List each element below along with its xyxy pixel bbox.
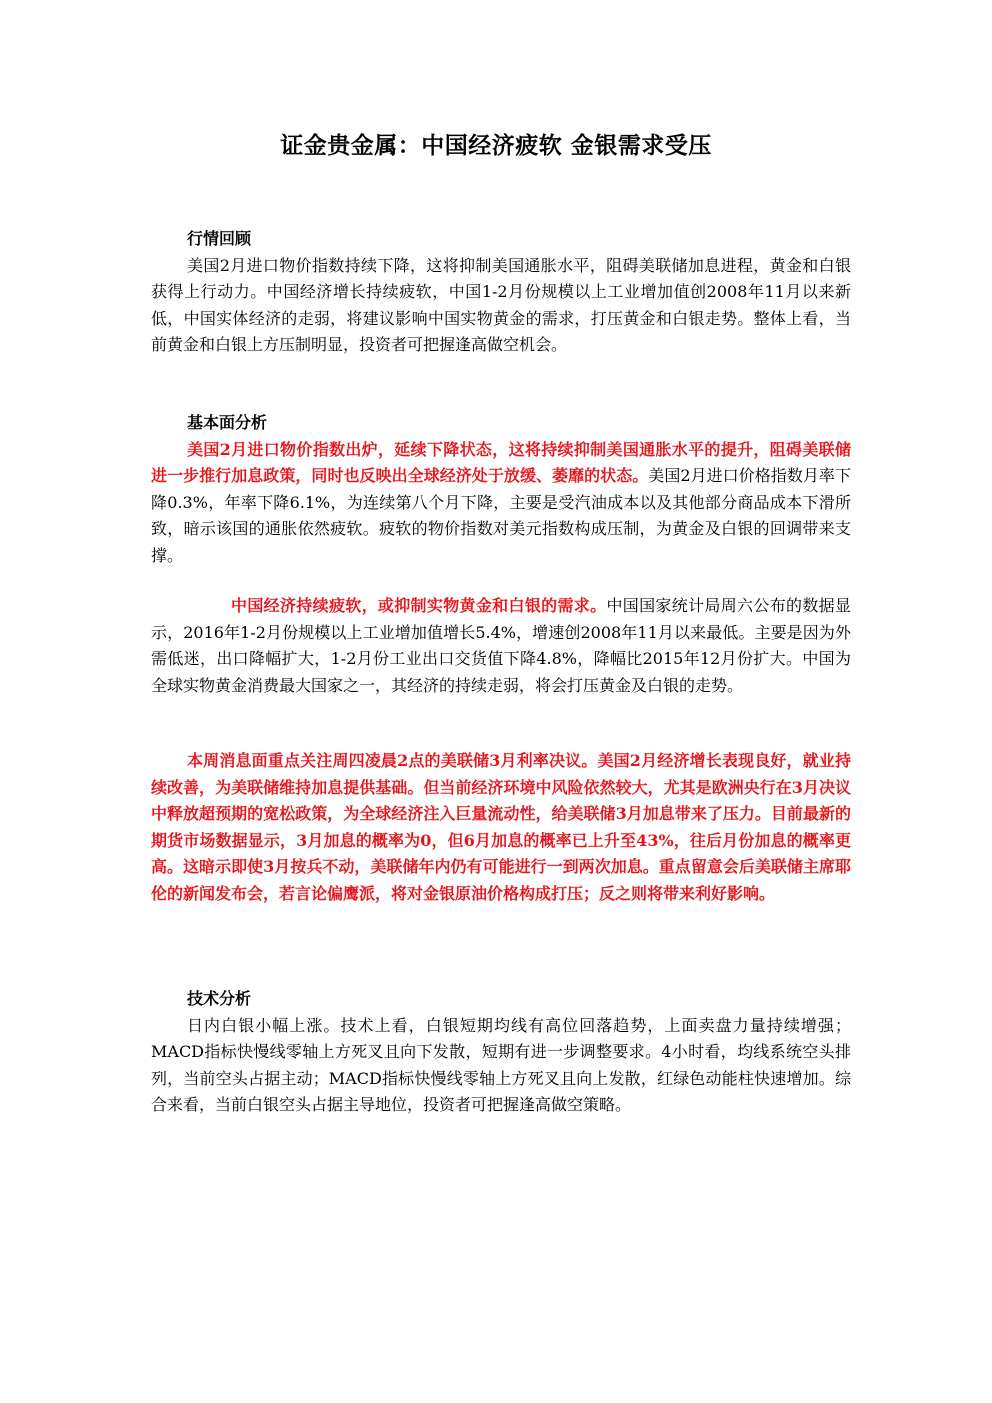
section-heading-technical: 技术分析 (187, 989, 252, 1008)
section-heading-market-review: 行情回顾 (187, 229, 252, 248)
market-review-paragraph: 美国2月进口物价指数持续下降，这将抑制美国通胀水平，阻碍美联储加息进程，黄金和白银获得上行动力。中国经济增长持续疲软，中国1-2月份规模以上工业增加值创2008年11月以来新低，中国实体经济的走弱，将建议影响中国实物黄金的需求，打压黄金和白银走势。整体上看，当前黄金和白银上方压制明显，投资者可把握逢高做空机会。 (151, 255, 851, 354)
section-fundamentals-fed (151, 748, 851, 907)
section-fundamentals (151, 410, 851, 569)
section-heading-fundamentals: 基本面分析 (187, 413, 268, 432)
fundamentals-paragraph-1-body: 美国2月进口价格指数月率下降0.3%，年率下降6.1%，为连续第八个月下降，主要是受汽油成本以及其他部分商品成本下滑所致，暗示该国的通胀依然疲软。疲软的物价指数对美元指数构成压制，为黄金及白银的回调带来支撑。 (151, 466, 851, 565)
section-technical (151, 986, 851, 1119)
section-fundamentals-china (151, 593, 851, 699)
fundamentals-paragraph-3-emphasis: 本周消息面重点关注周四凌晨2点的美联储3月利率决议。美国2月经济增长表现良好，就业持续改善，为美联储维持加息提供基础。但当前经济环境中风险依然较大，尤其是欧洲央行在3月决议中释放超预期的宽松政策，为全球经济注入巨量流动性，给美联储3月加息带来了压力。目前最新的期货市场数据显示，3月加息的概率为0，但6月加息的概率已上升至43%，往后月份加息的概率更高。这暗示即使3月按兵不动，美联储年内仍有可能进行一到两次加息。重点留意会后美联储主席耶伦的新闻发布会，若言论偏鹰派，将对金银原油价格构成打压；反之则将带来利好影响。 (151, 751, 851, 903)
fundamentals-paragraph-3 (151, 748, 851, 907)
fundamentals-paragraph-1-emphasis: 美国2月进口物价指数出炉，延续下降状态，这将持续抑制美国通胀水平的提升，阻碍美联储进一步推行加息政策，同时也反映出全球经济处于放缓、萎靡的状态。 (151, 439, 851, 485)
document-title: 证金贵金属：中国经济疲软 金银需求受压 (280, 132, 712, 159)
fundamentals-paragraph-1 (151, 437, 851, 570)
fundamentals-paragraph-2 (151, 593, 851, 699)
fundamentals-paragraph-2-body: 中国国家统计局周六公布的数据显示，2016年1-2月份规模以上工业增加值增长5.4%，增速创2008年11月以来最低。主要是因为外需低迷，出口降幅扩大，1-2月份工业出口交货值下降4.8%，降幅比2015年12月份扩大。中国为全球实物黄金消费最大国家之一，其经济的持续走弱，将会打压黄金及白银的走势。 (151, 596, 851, 695)
fundamentals-paragraph-2-emphasis: 中国经济持续疲软，或抑制实物黄金和白银的需求。 (231, 596, 607, 615)
section-market-review (151, 226, 851, 359)
technical-paragraph: 日内白银小幅上涨。技术上看，白银短期均线有高位回落趋势，上面卖盘力量持续增强；MACD指标快慢线零轴上方死叉且向下发散，短期有进一步调整要求。4小时看，均线系统空头排列，当前空头占据主动；MACD指标快慢线零轴上方死叉且向上发散，红绿色动能柱快速增加。综合来看，当前白银空头占据主导地位，投资者可把握逢高做空策略。 (151, 1015, 851, 1114)
